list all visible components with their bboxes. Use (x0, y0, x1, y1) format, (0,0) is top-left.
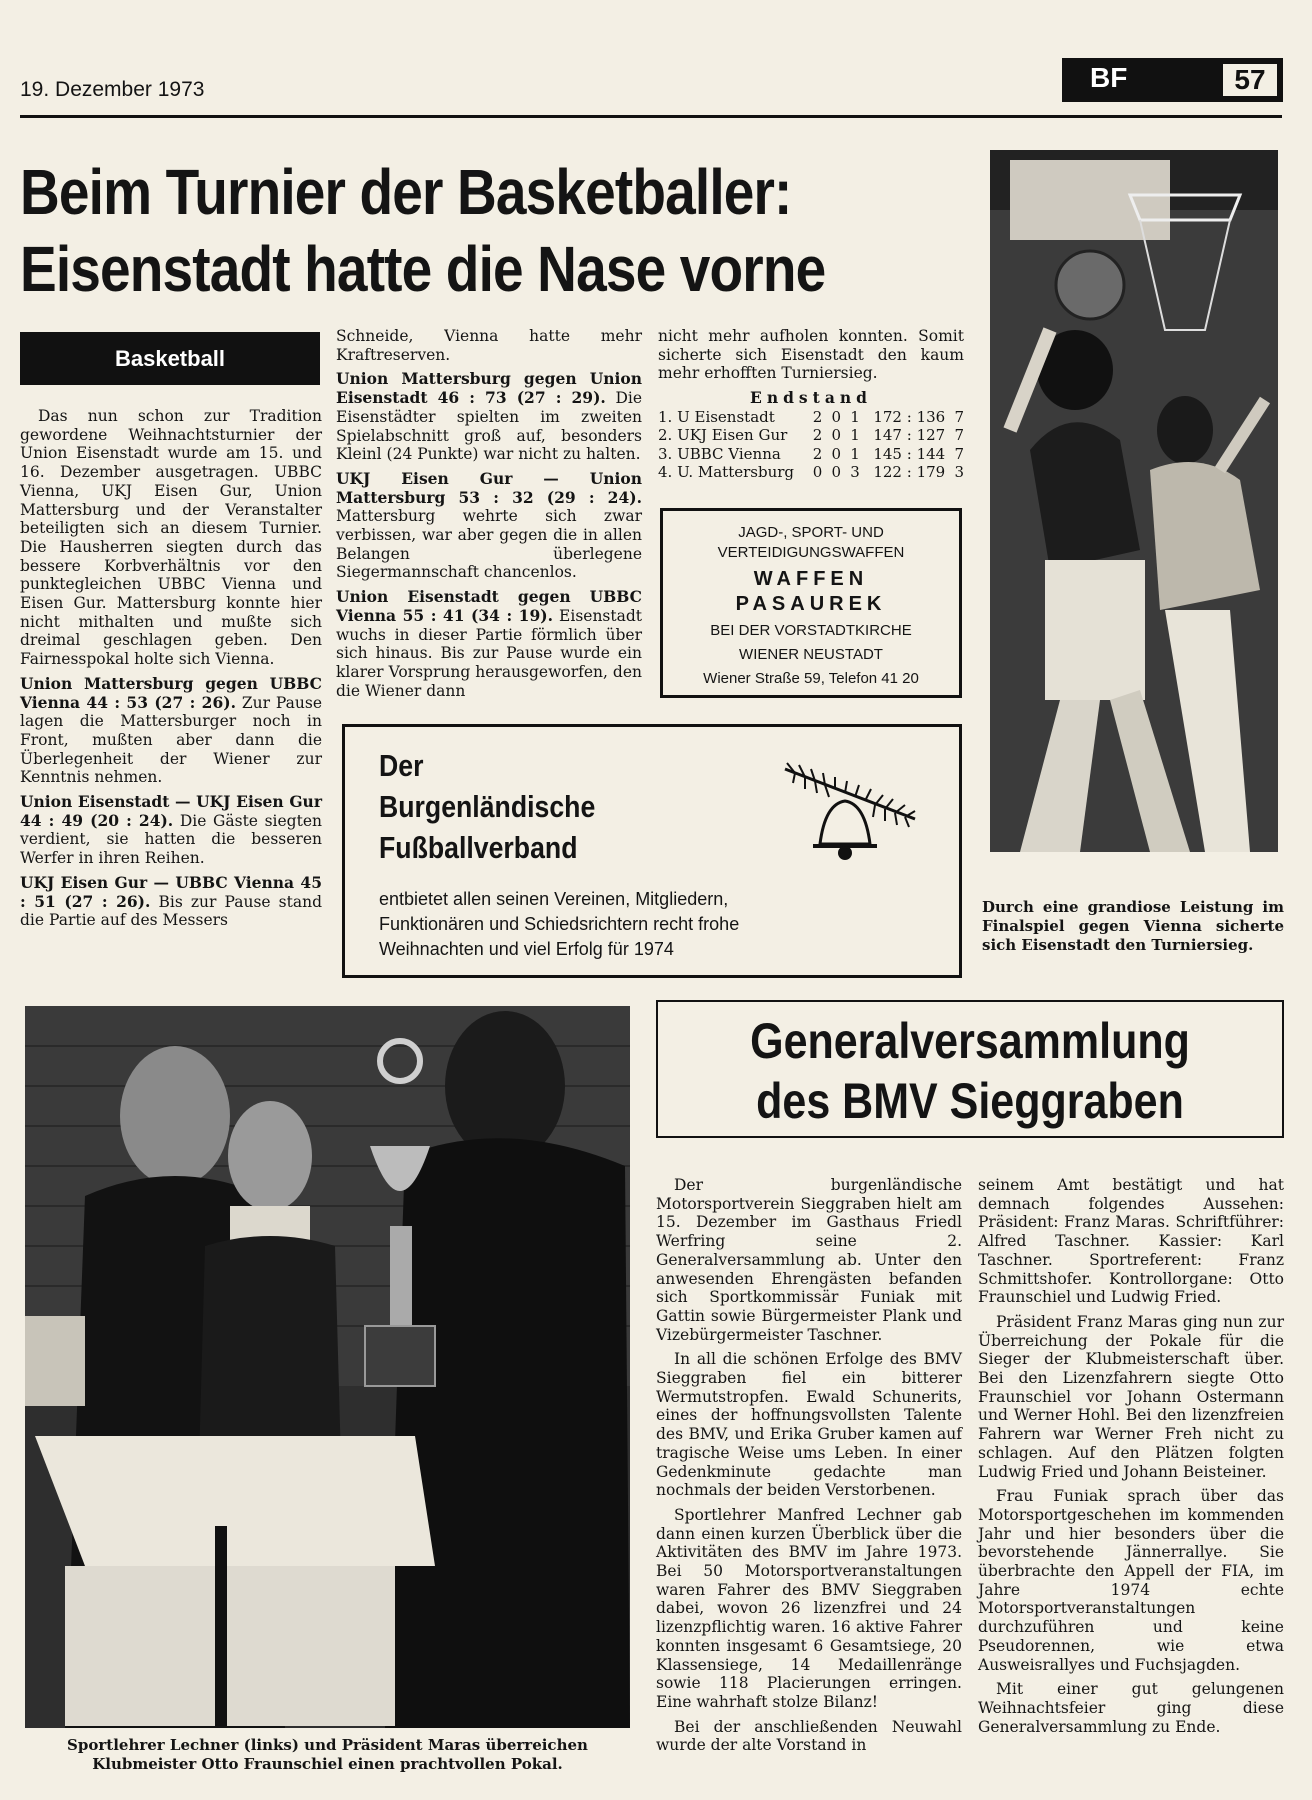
match-result: Union Mattersburg gegen Union Eisenstadt 46 : 73 (27 : 29). (336, 369, 642, 408)
standings-title: Endstand (750, 388, 872, 408)
paragraph: Bei der anschließenden Neuwahl wurde der alte Vorstand in (656, 1717, 962, 1755)
paragraph: Union Eisenstadt — UKJ Eisen Gur 44 : 49 (20 : 24). Die Gäste siegten verdient, sie hatten die besseren Werfer in ihren Reihen. (20, 792, 322, 868)
paragraph: Sportlehrer Manfred Lechner gab dann einen kurzen Überblick über die Aktivitäten des BMV im Jahre 1973. Bei 50 Motorsportveranstaltungen waren Fahrer des BMV Sieggraben dabei, wovon 26 lizenzfrei und 24 lizenzpflichtig waren. 16 aktive Fahrer konnten insgesamt 6 Gesamtsiege, 20 Klassensiege, 14 Medaillenränge sowie 118 Placierungen erringen. Eine wahrhaft stolze Bilanz! (656, 1505, 962, 1711)
headline-line-2: des BMV Sieggraben (756, 1073, 1184, 1129)
paragraph: Union Mattersburg gegen UBBC Vienna 44 : 53 (27 : 26). Zur Pause lagen die Mattersburger noch in Front, mußten aber dann die Überlegenheit der Wiener zur Kenntnis nehmen. (20, 673, 322, 787)
ad-line: VERTEIDIGUNGSWAFFEN (717, 544, 905, 561)
paragraph: Der burgenländische Motorsportverein Sieggraben hielt am 15. Dezember im Gasthaus Friedl Werfring seine 2. Generalversammlung ab. Unter den anwesenden Ehrengästen befanden sich Sportkommissär Funiak mit Gattin sowie Bürgermeister Plank und Vizebürgermeister Taschner. (656, 1176, 962, 1344)
paragraph: Schneide, Vienna hatte mehr Kraftreserven. (336, 327, 642, 364)
article-column-5 (978, 1176, 1284, 1742)
headline-bmv (656, 1000, 1284, 1138)
page-number: 57 (1221, 62, 1279, 98)
table-row: 2. UKJ Eisen Gur 2 0 1 147 : 127 7 (658, 426, 964, 445)
paragraph: In all die schönen Erfolge des BMV Sieggraben fiel ein bitterer Wermutstropfen. Ewald Schunerits, eines der hoffnungsvollsten Talente des BMV, und Erika Gruber kamen auf tragische Weise ums Leben. In einer Gedenkminute gedachte man nochmals der beiden Verstorbenen. (656, 1350, 962, 1500)
headline-line-1: Beim Turnier der Basketballer: (20, 156, 792, 228)
ad-line: WIENER NEUSTADT (739, 646, 883, 663)
headline-basketball (20, 154, 837, 308)
match-result: Union Mattersburg gegen UBBC Vienna 44 : 53 (27 : 26). (20, 673, 322, 712)
basketball-photo (990, 150, 1278, 852)
match-result: UKJ Eisen Gur — UBBC Vienna 45 : 51 (27 : 26). (20, 872, 322, 911)
christmas-bell-icon (765, 749, 925, 869)
ad-line: BEI DER VORSTADTKIRCHE (710, 622, 912, 639)
paragraph: seinem Amt bestätigt und hat demnach folgendes Aussehen: Präsident: Franz Maras. Schriftführer: Alfred Taschner. Kassier: Karl Taschner. Sportreferent: Franz Schmittshofer. Kontrollorgane: Otto Fraunschiel und Ludwig Fried. (978, 1176, 1284, 1307)
headline-line-2: Eisenstadt hatte die Nase vorne (20, 233, 826, 305)
paragraph: UKJ Eisen Gur — UBBC Vienna 45 : 51 (27 : 26). Bis zur Pause stand die Partie auf des Messers (20, 872, 322, 930)
article-column-2 (336, 327, 642, 706)
paragraph: Frau Funiak sprach über das Motorsportgeschehen im kommenden Jahr und hier besonders über die bevorstehende Jännerrallye. Sie überbrachte den Appell der FIA, im Jahre 1974 echte Motorsportveranstaltungen durchzuführen und keine Pseudorennen, wie etwa Ausweisrallyes und Fuchsjagden. (978, 1487, 1284, 1674)
paragraph: Union Mattersburg gegen Union Eisenstadt 46 : 73 (27 : 29). Die Eisenstädter spielten im zweiten Spielabschnitt groß auf, besonders Kleinl (24 Punkte) war nicht zu halten. (336, 369, 643, 464)
header-rule (20, 115, 1282, 118)
standings-table (658, 408, 964, 482)
trophy-photo (25, 1006, 630, 1728)
ad-address: Wiener Straße 59, Telefon 41 20 (703, 670, 919, 687)
basketball-photo-image (990, 150, 1278, 852)
table-row: 3. UBBC Vienna 2 0 1 145 : 144 7 (658, 444, 964, 463)
match-result: Union Eisenstadt — UKJ Eisen Gur 44 : 49 (20 : 24). (20, 792, 322, 830)
ad-brand: PASAUREK (735, 593, 887, 615)
ad-weapons (660, 508, 962, 698)
table-row: 1. U Eisenstadt 2 0 1 172 : 136 7 (658, 407, 964, 426)
section-tag (1062, 58, 1283, 102)
article-column-3 (658, 327, 964, 482)
paragraph: nicht mehr aufholen konnten. Somit sicherte sich Eisenstadt den kaum mehr erhofften Turniersieg. (658, 327, 964, 383)
photo-caption-trophy: Sportlehrer Lechner (links) und Präsident Maras überreichen Klubmeister Otto Fraunschiel einen prachtvollen Pokal. (67, 1736, 588, 1773)
ad-title: Der Burgenländische Fußballverband (379, 748, 596, 865)
kicker-label: Basketball (20, 332, 320, 385)
photo-caption-basketball: Durch eine grandiose Leistung im Finalspiel gegen Vienna sicherte sich Eisenstadt den Turniersieg. (982, 898, 1284, 954)
paragraph: Präsident Franz Maras ging nun zur Überreichung der Pokale für die Sieger der Klubmeisterschaft über. Bei den Lizenzfahrern siegte Otto Fraunschiel vor Johann Ostermann und Werner Hohl. Bei den lizenzfreien Fahrern war Werner Freh nicht zu schlagen. Auf den Plätzen folgten Ludwig Fried und Johann Beisteiner. (978, 1312, 1284, 1481)
ad-football-association (342, 724, 962, 978)
paragraph: Das nun schon zur Tradition gewordene Weihnachtsturnier der Union Eisenstadt wurde am 15. und 16. Dezember ausgetragen. UBBC Vienna, UKJ Eisen Gur, Union Mattersburg und der Veranstalter beteiligten sich an diesem Turnier. Die Hausherren siegten durch das bessere Korbverhältnis vor den punktegleichen UBBC Vienna und Eisen Gur. Mattersburg konnte hier nicht mithalten und mußte sich dreimal geschlagen geben. Den Fairnesspokal holte sich Vienna. (20, 407, 322, 669)
article-column-4 (656, 1176, 962, 1761)
table-row: 4. U. Mattersburg 0 0 3 122 : 179 3 (658, 463, 964, 482)
headline-line-1: Generalversammlung (750, 1013, 1190, 1069)
match-result: UKJ Eisen Gur — Union Mattersburg 53 : 32 (29 : 24). (336, 468, 642, 507)
ad-line: JAGD-, SPORT- UND (738, 524, 884, 541)
issue-date: 19. Dezember 1973 (20, 78, 205, 101)
match-result: Union Eisenstadt gegen UBBC Vienna 55 : 41 (34 : 19). (336, 587, 642, 625)
paragraph: UKJ Eisen Gur — Union Mattersburg 53 : 32 (29 : 24). Mattersburg wehrte sich zwar verbissen, war aber gegen die in allen Belangen überlegene Siegermannschaft chancenlos. (336, 468, 642, 582)
ad-brand: WAFFEN (753, 568, 869, 590)
paragraph: Mit einer gut gelungenen Weihnachtsfeier ging diese Generalversammlung zu Ende. (978, 1680, 1284, 1736)
ad-text: entbietet allen seinen Vereinen, Mitgliedern, Funktionären und Schiedsrichtern recht frohe Weihnachten und viel Erfolg für 1974 (379, 889, 740, 959)
paragraph: Union Eisenstadt gegen UBBC Vienna 55 : 41 (34 : 19). Eisenstadt wuchs in dieser Partie förmlich über sich hinaus. Bis zur Pause wurde ein klarer Vorsprung herausgeworfen, den die Wiener dann (336, 587, 643, 700)
trophy-photo-image (25, 1006, 630, 1728)
article-column-1 (20, 407, 322, 936)
section-label: BF (1090, 62, 1128, 93)
